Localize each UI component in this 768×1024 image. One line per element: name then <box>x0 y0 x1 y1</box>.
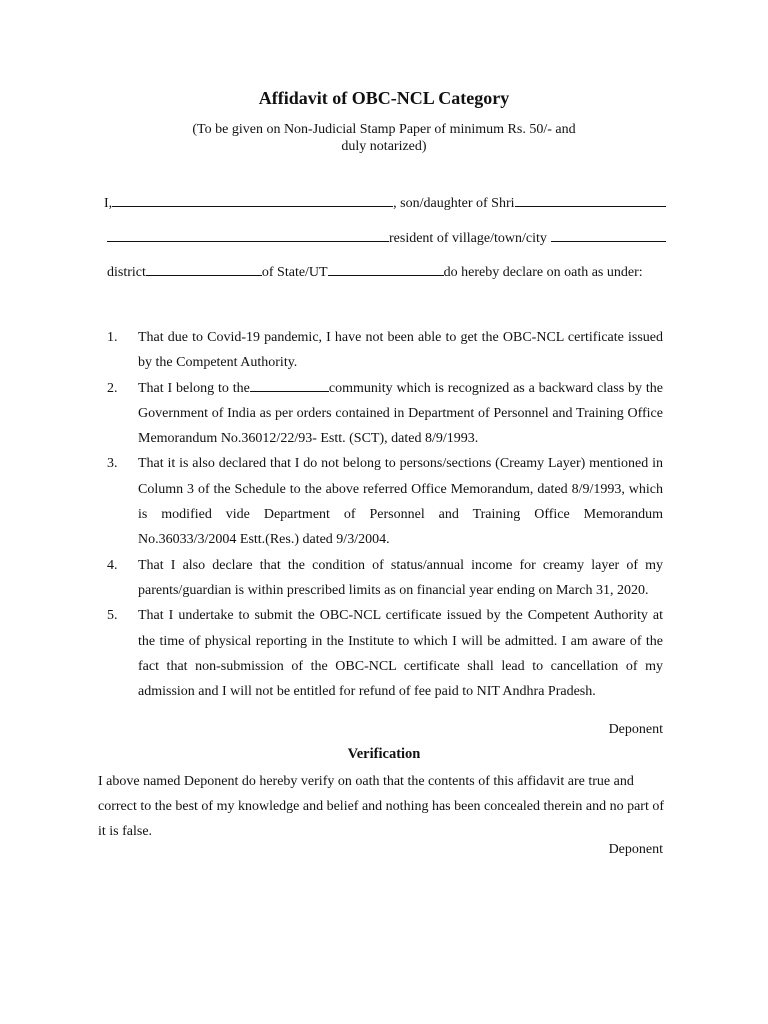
declarant-name-line <box>104 193 768 212</box>
clauses-list <box>103 325 663 704</box>
declarant-prefix: I, <box>104 196 113 211</box>
district-state-line <box>107 262 768 281</box>
clause-item <box>103 603 663 704</box>
residence-label: resident of village/town/city <box>389 231 547 246</box>
clause-text-after: community which is recognized as a backward class by the Government of India as per orders contained in Department of Personnel and Training Office Memorandum No.36012/22/93- Estt. (SCT), dated 8/9/1993. <box>138 380 663 447</box>
declaration-label: do hereby declare on oath as under: <box>443 265 643 280</box>
declarant-name-blank[interactable] <box>112 193 393 207</box>
residence-name-blank[interactable] <box>107 228 389 242</box>
clause-item <box>103 451 663 552</box>
district-label: district <box>107 265 146 280</box>
residence-line <box>107 228 768 247</box>
document-title: Affidavit of OBC-NCL Category <box>258 88 510 108</box>
clause-item <box>103 553 663 604</box>
village-town-city-blank[interactable] <box>551 228 666 242</box>
relation-label: , son/daughter of Shri <box>393 196 515 211</box>
verification-text: I above named Deponent do hereby verify on oath that the contents of this affidavit are true and correct to the best of my knowledge and belief and nothing has been concealed therein and no part of it is false. <box>98 774 665 839</box>
state-blank[interactable] <box>328 262 444 276</box>
deponent-verification-label: Deponent <box>608 842 663 857</box>
document-subtitle: (To be given on Non-Judicial Stamp Paper of minimum Rs. 50/- and duly notarized) <box>192 122 576 154</box>
clause-number: 1. <box>107 330 118 345</box>
clause-text-before: That I belong to the <box>138 380 250 396</box>
state-label: of State/UT <box>261 265 328 280</box>
clause-item <box>103 376 663 452</box>
clause-number: 4. <box>107 557 118 573</box>
clause-number: 2. <box>107 380 118 396</box>
deponent-signature-label: Deponent <box>608 722 663 737</box>
clause-text: That due to Covid-19 pandemic, I have not been able to get the OBC-NCL certificate issued by the Competent Authority. <box>138 330 663 371</box>
verification-title: Verification <box>347 746 421 762</box>
clause-text: That I undertake to submit the OBC-NCL certificate issued by the Competent Authority at the time of physical reporting in the Institute to which I will be admitted. I am aware of the fact that non-submission of the OBC-NCL certificate shall lead to cancellation of my admission and I will not be entitled for refund of fee paid to NIT Andhra Pradesh. <box>138 608 663 700</box>
community-blank[interactable] <box>250 379 329 392</box>
district-blank[interactable] <box>146 262 262 276</box>
clause-number: 5. <box>107 608 118 624</box>
clause-text: That I also declare that the condition of status/annual income for creamy layer of my parents/guardian is within prescribed limits as on financial year ending on March 31, 2020. <box>138 557 663 598</box>
clause-number: 3. <box>107 456 118 472</box>
clause-text: That it is also declared that I do not belong to persons/sections (Creamy Layer) mentioned in Column 3 of the Schedule to the above referred Office Memorandum, dated 8/9/1993, which is modified vide Department of Personnel and Training Office Memorandum No.36033/3/2004 Estt.(Res.) dated 9/3/2004. <box>138 456 663 548</box>
father-name-blank[interactable] <box>515 193 666 207</box>
clause-item <box>103 325 663 376</box>
